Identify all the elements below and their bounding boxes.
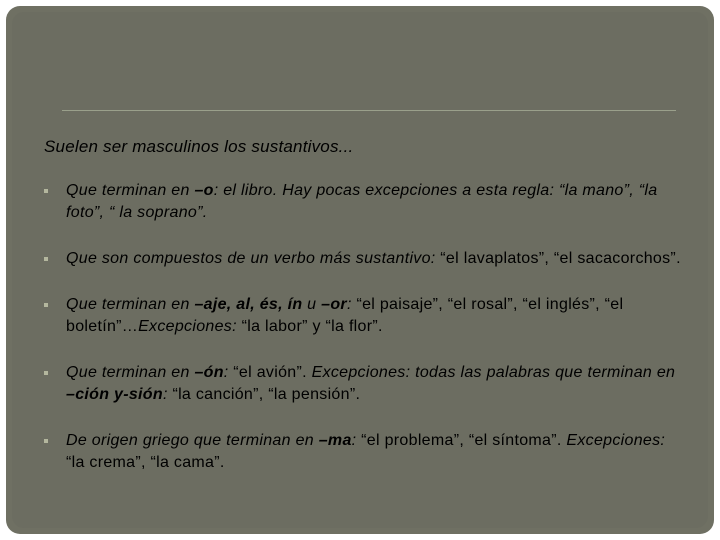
text-run: “el lavaplatos”, “el sacacorchos”. [440, 250, 681, 267]
bullet-icon [44, 371, 48, 375]
bullet-icon [44, 439, 48, 443]
text-run: De origen griego que terminan en [66, 432, 319, 449]
text-run: –ción y-sión [66, 386, 163, 403]
bullet-icon [44, 257, 48, 261]
bullet-icon [44, 189, 48, 193]
text-run: “el avión”. [233, 364, 312, 381]
text-run: : [351, 432, 362, 449]
text-run: : [346, 296, 357, 313]
text-run: –aje, al, és, ín [194, 296, 303, 313]
text-run: “el problema”, “el síntoma”. [361, 432, 567, 449]
list-item [44, 362, 684, 406]
text-run: “el paisaje”, “el rosal”, “el inglés”, “el boletín”… [66, 296, 624, 335]
text-run: –ma [318, 432, 352, 449]
text-run: Excepciones: [138, 318, 237, 335]
text-run: –or [321, 296, 347, 313]
text-run: Que son compuestos de un verbo más sustantivo: [66, 250, 441, 267]
bullet-icon [44, 303, 48, 307]
list-item [44, 180, 684, 224]
text-run: “la crema”, “la cama”. [66, 454, 225, 471]
text-run: : [223, 364, 234, 381]
title-divider [62, 110, 676, 111]
text-run: Excepciones: [566, 432, 666, 449]
text-run: “la labor” y “la flor”. [236, 318, 383, 335]
text-run: u [302, 296, 322, 313]
text-run: Que terminan en [66, 182, 195, 199]
list-item [44, 248, 684, 270]
text-run: –o [194, 182, 214, 199]
text-run: : [162, 386, 173, 403]
text-run: Que terminan en [66, 296, 195, 313]
text-run: Excepciones: todas las palabras que terminan en [311, 364, 676, 381]
text-run: “la canción”, “la pensión”. [172, 386, 361, 403]
bullet-list [44, 180, 684, 498]
list-item [44, 430, 684, 474]
text-run: Que terminan en [66, 364, 195, 381]
list-item [44, 294, 684, 338]
text-run: –ón [194, 364, 224, 381]
slide-heading: Suelen ser masculinos los sustantivos... [44, 137, 354, 156]
text-run: : el libro. Hay pocas excepciones a esta regla: “la mano”, “la foto”, “ la soprano”. [66, 182, 658, 221]
